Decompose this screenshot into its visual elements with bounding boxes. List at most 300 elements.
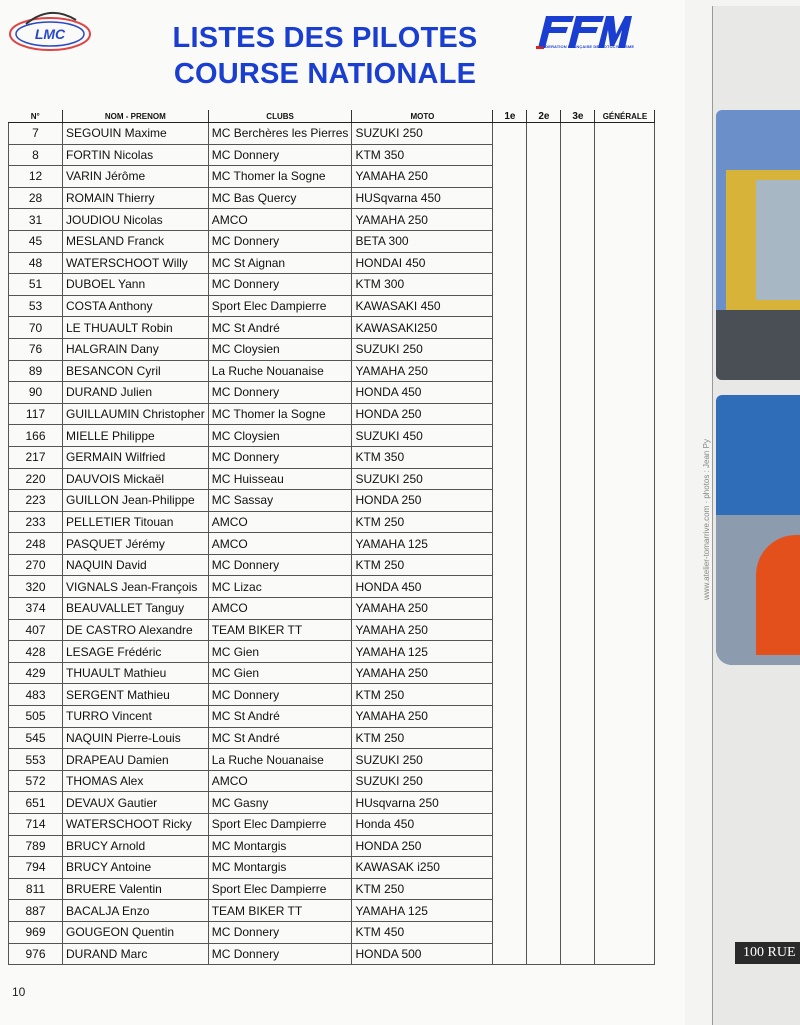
table-header-row xyxy=(9,110,655,123)
cell-club: MC Lizac xyxy=(208,576,352,598)
cell-moto: KTM 250 xyxy=(352,727,493,749)
col-header-club: CLUBS xyxy=(208,110,352,123)
col-header-moto: MOTO xyxy=(352,110,493,123)
cell-general xyxy=(595,814,655,836)
cell-club: MC Donnery xyxy=(208,684,352,706)
cell-lap2 xyxy=(527,900,561,922)
cell-num: 28 xyxy=(9,187,63,209)
cell-general xyxy=(595,554,655,576)
cell-lap1 xyxy=(493,446,527,468)
cell-num: 483 xyxy=(9,684,63,706)
cell-general xyxy=(595,749,655,771)
cell-club: AMCO xyxy=(208,770,352,792)
cell-lap1 xyxy=(493,490,527,512)
table-row xyxy=(9,792,655,814)
cell-name: LESAGE Frédéric xyxy=(63,641,209,663)
cell-lap1 xyxy=(493,468,527,490)
cell-lap3 xyxy=(561,425,595,447)
cell-num: 794 xyxy=(9,857,63,879)
table-row xyxy=(9,360,655,382)
cell-num: 429 xyxy=(9,662,63,684)
table-row xyxy=(9,511,655,533)
table-row xyxy=(9,338,655,360)
table-row xyxy=(9,706,655,728)
cell-lap1 xyxy=(493,274,527,296)
cell-general xyxy=(595,468,655,490)
cell-moto: HONDA 450 xyxy=(352,576,493,598)
table-row xyxy=(9,295,655,317)
cell-name: WATERSCHOOT Ricky xyxy=(63,814,209,836)
title-line-1: LISTES DES PILOTES xyxy=(172,22,478,54)
table-row xyxy=(9,533,655,555)
cell-general xyxy=(595,835,655,857)
cell-lap3 xyxy=(561,921,595,943)
cell-lap2 xyxy=(527,511,561,533)
cell-club: MC Donnery xyxy=(208,144,352,166)
cell-moto: HUsqvarna 250 xyxy=(352,792,493,814)
cell-name: LE THUAULT Robin xyxy=(63,317,209,339)
col-header-lap2: 2e xyxy=(527,110,561,123)
street-label: 100 RUE xyxy=(735,942,800,964)
cell-lap1 xyxy=(493,209,527,231)
cell-num: 545 xyxy=(9,727,63,749)
cell-club: MC Sassay xyxy=(208,490,352,512)
ffm-subtitle: FEDERATION FRANÇAISE DE MOTOCYCLISME xyxy=(540,44,635,49)
cell-club: MC Berchères les Pierres xyxy=(208,123,352,145)
cell-general xyxy=(595,446,655,468)
cell-lap2 xyxy=(527,446,561,468)
cell-lap1 xyxy=(493,144,527,166)
cell-general xyxy=(595,187,655,209)
cell-moto: KTM 300 xyxy=(352,274,493,296)
cell-num: 90 xyxy=(9,382,63,404)
cell-lap2 xyxy=(527,123,561,145)
cell-num: 76 xyxy=(9,338,63,360)
cell-num: 270 xyxy=(9,554,63,576)
cell-lap2 xyxy=(527,598,561,620)
cell-general xyxy=(595,317,655,339)
cell-club: MC St Aignan xyxy=(208,252,352,274)
cell-club: AMCO xyxy=(208,598,352,620)
cell-moto: KTM 250 xyxy=(352,511,493,533)
cell-name: DURAND Julien xyxy=(63,382,209,404)
cell-moto: HONDA 500 xyxy=(352,943,493,965)
col-header-general: GÉNÉRALE xyxy=(595,110,655,123)
cell-club: MC Donnery xyxy=(208,943,352,965)
cell-lap2 xyxy=(527,360,561,382)
cell-lap2 xyxy=(527,706,561,728)
cell-moto: YAMAHA 250 xyxy=(352,209,493,231)
cell-lap2 xyxy=(527,338,561,360)
cell-moto: HONDA 250 xyxy=(352,835,493,857)
cell-lap2 xyxy=(527,166,561,188)
cell-lap2 xyxy=(527,252,561,274)
cell-name: GERMAIN Wilfried xyxy=(63,446,209,468)
cell-moto: YAMAHA 250 xyxy=(352,166,493,188)
cell-name: GOUGEON Quentin xyxy=(63,921,209,943)
cell-club: MC Thomer la Sogne xyxy=(208,403,352,425)
lmc-club-logo xyxy=(6,6,94,54)
cell-lap2 xyxy=(527,187,561,209)
cell-lap3 xyxy=(561,662,595,684)
title-line-2: COURSE NATIONALE xyxy=(173,58,477,90)
cell-name: THUAULT Mathieu xyxy=(63,662,209,684)
page-title xyxy=(130,20,520,92)
cell-lap2 xyxy=(527,921,561,943)
table-row xyxy=(9,749,655,771)
cell-general xyxy=(595,403,655,425)
cell-num: 248 xyxy=(9,533,63,555)
table-row xyxy=(9,641,655,663)
cell-lap3 xyxy=(561,684,595,706)
cell-moto: BETA 300 xyxy=(352,230,493,252)
pilot-list-table xyxy=(8,110,655,965)
cell-lap2 xyxy=(527,425,561,447)
cell-lap2 xyxy=(527,770,561,792)
cell-lap3 xyxy=(561,317,595,339)
cell-lap3 xyxy=(561,835,595,857)
cell-club: La Ruche Nouanaise xyxy=(208,360,352,382)
cell-lap1 xyxy=(493,123,527,145)
cell-lap2 xyxy=(527,468,561,490)
cell-name: TURRO Vincent xyxy=(63,706,209,728)
cell-num: 48 xyxy=(9,252,63,274)
table-row xyxy=(9,921,655,943)
cell-moto: SUZUKI 250 xyxy=(352,123,493,145)
cell-name: NAQUIN David xyxy=(63,554,209,576)
cell-name: MESLAND Franck xyxy=(63,230,209,252)
cell-club: MC Cloysien xyxy=(208,338,352,360)
cell-general xyxy=(595,900,655,922)
cell-lap1 xyxy=(493,900,527,922)
cell-name: PASQUET Jérémy xyxy=(63,533,209,555)
cell-name: THOMAS Alex xyxy=(63,770,209,792)
cell-general xyxy=(595,684,655,706)
cell-lap1 xyxy=(493,576,527,598)
table-row xyxy=(9,166,655,188)
cell-lap1 xyxy=(493,403,527,425)
cell-name: DUBOEL Yann xyxy=(63,274,209,296)
cell-general xyxy=(595,792,655,814)
table-row xyxy=(9,446,655,468)
cell-lap3 xyxy=(561,209,595,231)
cell-moto: KTM 450 xyxy=(352,921,493,943)
cell-lap1 xyxy=(493,619,527,641)
table-row xyxy=(9,468,655,490)
cell-general xyxy=(595,252,655,274)
cell-lap1 xyxy=(493,230,527,252)
cell-num: 374 xyxy=(9,598,63,620)
cell-lap3 xyxy=(561,230,595,252)
cell-club: Sport Elec Dampierre xyxy=(208,814,352,836)
cell-lap3 xyxy=(561,554,595,576)
cell-lap2 xyxy=(527,533,561,555)
cell-num: 217 xyxy=(9,446,63,468)
cell-club: AMCO xyxy=(208,511,352,533)
cell-general xyxy=(595,878,655,900)
cell-lap1 xyxy=(493,360,527,382)
cell-lap1 xyxy=(493,295,527,317)
cell-club: MC Donnery xyxy=(208,921,352,943)
cell-name: DE CASTRO Alexandre xyxy=(63,619,209,641)
table-row xyxy=(9,252,655,274)
cell-lap3 xyxy=(561,166,595,188)
cell-lap3 xyxy=(561,382,595,404)
cell-moto: KTM 350 xyxy=(352,144,493,166)
cell-club: MC Gien xyxy=(208,641,352,663)
cell-club: AMCO xyxy=(208,533,352,555)
cell-name: BRUERE Valentin xyxy=(63,878,209,900)
cell-name: DURAND Marc xyxy=(63,943,209,965)
cell-moto: YAMAHA 250 xyxy=(352,619,493,641)
table-row xyxy=(9,770,655,792)
cell-general xyxy=(595,295,655,317)
table-row xyxy=(9,403,655,425)
cell-lap1 xyxy=(493,814,527,836)
cell-lap2 xyxy=(527,230,561,252)
cell-lap3 xyxy=(561,338,595,360)
table-row xyxy=(9,727,655,749)
cell-num: 887 xyxy=(9,900,63,922)
cell-lap1 xyxy=(493,770,527,792)
table-row xyxy=(9,900,655,922)
col-header-num: N° xyxy=(9,110,63,123)
cell-name: WATERSCHOOT Willy xyxy=(63,252,209,274)
cell-club: MC Donnery xyxy=(208,554,352,576)
cell-moto: KTM 250 xyxy=(352,878,493,900)
cell-moto: HONDAI 450 xyxy=(352,252,493,274)
cell-lap3 xyxy=(561,446,595,468)
cell-lap1 xyxy=(493,857,527,879)
cell-name: BACALJA Enzo xyxy=(63,900,209,922)
cell-general xyxy=(595,123,655,145)
cell-num: 45 xyxy=(9,230,63,252)
cell-club: MC St André xyxy=(208,317,352,339)
cell-lap3 xyxy=(561,144,595,166)
cell-moto: YAMAHA 250 xyxy=(352,598,493,620)
cell-name: DAUVOIS Mickaël xyxy=(63,468,209,490)
col-header-name: NOM - PRENOM xyxy=(63,110,209,123)
cell-lap3 xyxy=(561,511,595,533)
cell-lap2 xyxy=(527,662,561,684)
cell-club: MC Donnery xyxy=(208,382,352,404)
cell-lap3 xyxy=(561,576,595,598)
cell-lap2 xyxy=(527,576,561,598)
cell-name: BRUCY Antoine xyxy=(63,857,209,879)
cell-club: MC Bas Quercy xyxy=(208,187,352,209)
cell-lap3 xyxy=(561,403,595,425)
cell-lap1 xyxy=(493,338,527,360)
cell-moto: SUZUKI 250 xyxy=(352,749,493,771)
cell-general xyxy=(595,360,655,382)
cell-general xyxy=(595,338,655,360)
cell-club: MC Gasny xyxy=(208,792,352,814)
cell-lap2 xyxy=(527,641,561,663)
cell-club: AMCO xyxy=(208,209,352,231)
cell-num: 651 xyxy=(9,792,63,814)
table-row xyxy=(9,598,655,620)
cell-name: HALGRAIN Dany xyxy=(63,338,209,360)
cell-lap2 xyxy=(527,619,561,641)
cell-num: 31 xyxy=(9,209,63,231)
cell-lap1 xyxy=(493,921,527,943)
cell-lap2 xyxy=(527,382,561,404)
cell-lap1 xyxy=(493,706,527,728)
table-row xyxy=(9,662,655,684)
table-row xyxy=(9,490,655,512)
building-orange-tower xyxy=(756,535,800,655)
cell-club: MC Donnery xyxy=(208,446,352,468)
side-credit: www.atelier-tomarrive.com · photos : Jean Py xyxy=(702,439,711,600)
cell-name: MIELLE Philippe xyxy=(63,425,209,447)
pilot-rows xyxy=(9,123,655,965)
cell-name: BEAUVALLET Tanguy xyxy=(63,598,209,620)
cell-num: 51 xyxy=(9,274,63,296)
cell-name: DRAPEAU Damien xyxy=(63,749,209,771)
cell-general xyxy=(595,144,655,166)
building-glass-facade xyxy=(756,180,800,300)
building-forecourt xyxy=(716,310,800,380)
cell-lap2 xyxy=(527,727,561,749)
cell-moto: KTM 250 xyxy=(352,554,493,576)
cell-moto: SUZUKI 250 xyxy=(352,468,493,490)
cell-lap3 xyxy=(561,468,595,490)
cell-club: TEAM BIKER TT xyxy=(208,900,352,922)
cell-num: 407 xyxy=(9,619,63,641)
cell-lap2 xyxy=(527,403,561,425)
building-photo-2 xyxy=(716,395,800,665)
cell-num: 976 xyxy=(9,943,63,965)
cell-lap1 xyxy=(493,878,527,900)
cell-lap3 xyxy=(561,619,595,641)
cell-general xyxy=(595,662,655,684)
cell-num: 428 xyxy=(9,641,63,663)
cell-lap3 xyxy=(561,641,595,663)
cell-moto: YAMAHA 250 xyxy=(352,706,493,728)
cell-moto: YAMAHA 250 xyxy=(352,360,493,382)
cell-lap3 xyxy=(561,900,595,922)
cell-club: MC St André xyxy=(208,706,352,728)
col-header-lap1: 1e xyxy=(493,110,527,123)
cell-lap1 xyxy=(493,554,527,576)
cell-general xyxy=(595,921,655,943)
cell-club: MC Thomer la Sogne xyxy=(208,166,352,188)
table-row xyxy=(9,835,655,857)
cell-moto: SUZUKI 250 xyxy=(352,770,493,792)
cell-moto: KTM 250 xyxy=(352,684,493,706)
cell-name: DEVAUX Gautier xyxy=(63,792,209,814)
cell-club: La Ruche Nouanaise xyxy=(208,749,352,771)
cell-num: 220 xyxy=(9,468,63,490)
cell-lap1 xyxy=(493,684,527,706)
table-row xyxy=(9,144,655,166)
cell-lap2 xyxy=(527,295,561,317)
cell-lap3 xyxy=(561,943,595,965)
cell-lap3 xyxy=(561,274,595,296)
table-row xyxy=(9,425,655,447)
cell-num: 117 xyxy=(9,403,63,425)
cell-num: 714 xyxy=(9,814,63,836)
cell-lap1 xyxy=(493,511,527,533)
cell-lap3 xyxy=(561,878,595,900)
cell-name: COSTA Anthony xyxy=(63,295,209,317)
cell-lap2 xyxy=(527,792,561,814)
cell-general xyxy=(595,770,655,792)
cell-name: BRUCY Arnold xyxy=(63,835,209,857)
cell-name: ROMAIN Thierry xyxy=(63,187,209,209)
cell-lap1 xyxy=(493,598,527,620)
table-row xyxy=(9,274,655,296)
cell-club: MC Donnery xyxy=(208,274,352,296)
cell-num: 223 xyxy=(9,490,63,512)
cell-lap1 xyxy=(493,533,527,555)
cell-name: PELLETIER Titouan xyxy=(63,511,209,533)
building-photo-1 xyxy=(716,110,800,380)
lmc-logo-text: LMC xyxy=(34,26,66,42)
cell-lap1 xyxy=(493,727,527,749)
cell-lap1 xyxy=(493,166,527,188)
table-row xyxy=(9,554,655,576)
cell-club: Sport Elec Dampierre xyxy=(208,295,352,317)
cell-general xyxy=(595,490,655,512)
cell-lap2 xyxy=(527,684,561,706)
cell-lap1 xyxy=(493,317,527,339)
cell-moto: HUSqvarna 450 xyxy=(352,187,493,209)
cell-lap3 xyxy=(561,252,595,274)
cell-name: VIGNALS Jean-François xyxy=(63,576,209,598)
cell-num: 166 xyxy=(9,425,63,447)
cell-moto: KAWASAKI250 xyxy=(352,317,493,339)
table-row xyxy=(9,382,655,404)
cell-num: 233 xyxy=(9,511,63,533)
page-number: 10 xyxy=(12,985,26,999)
cell-num: 789 xyxy=(9,835,63,857)
cell-moto: Honda 450 xyxy=(352,814,493,836)
cell-club: MC Montargis xyxy=(208,835,352,857)
table-row xyxy=(9,878,655,900)
cell-general xyxy=(595,209,655,231)
table-row xyxy=(9,684,655,706)
cell-num: 12 xyxy=(9,166,63,188)
cell-general xyxy=(595,533,655,555)
table-row xyxy=(9,857,655,879)
cell-lap1 xyxy=(493,792,527,814)
cell-moto: YAMAHA 125 xyxy=(352,900,493,922)
cell-lap2 xyxy=(527,943,561,965)
cell-lap3 xyxy=(561,490,595,512)
cell-lap2 xyxy=(527,554,561,576)
cell-club: Sport Elec Dampierre xyxy=(208,878,352,900)
cell-lap3 xyxy=(561,749,595,771)
cell-club: MC Cloysien xyxy=(208,425,352,447)
cell-moto: KTM 350 xyxy=(352,446,493,468)
cell-general xyxy=(595,727,655,749)
cell-lap1 xyxy=(493,252,527,274)
cell-lap3 xyxy=(561,727,595,749)
cell-lap2 xyxy=(527,274,561,296)
cell-lap2 xyxy=(527,835,561,857)
cell-lap3 xyxy=(561,792,595,814)
cell-num: 8 xyxy=(9,144,63,166)
cell-general xyxy=(595,576,655,598)
cell-general xyxy=(595,166,655,188)
cell-lap1 xyxy=(493,749,527,771)
cell-club: MC Gien xyxy=(208,662,352,684)
cell-num: 811 xyxy=(9,878,63,900)
table-row xyxy=(9,123,655,145)
cell-general xyxy=(595,230,655,252)
cell-num: 89 xyxy=(9,360,63,382)
